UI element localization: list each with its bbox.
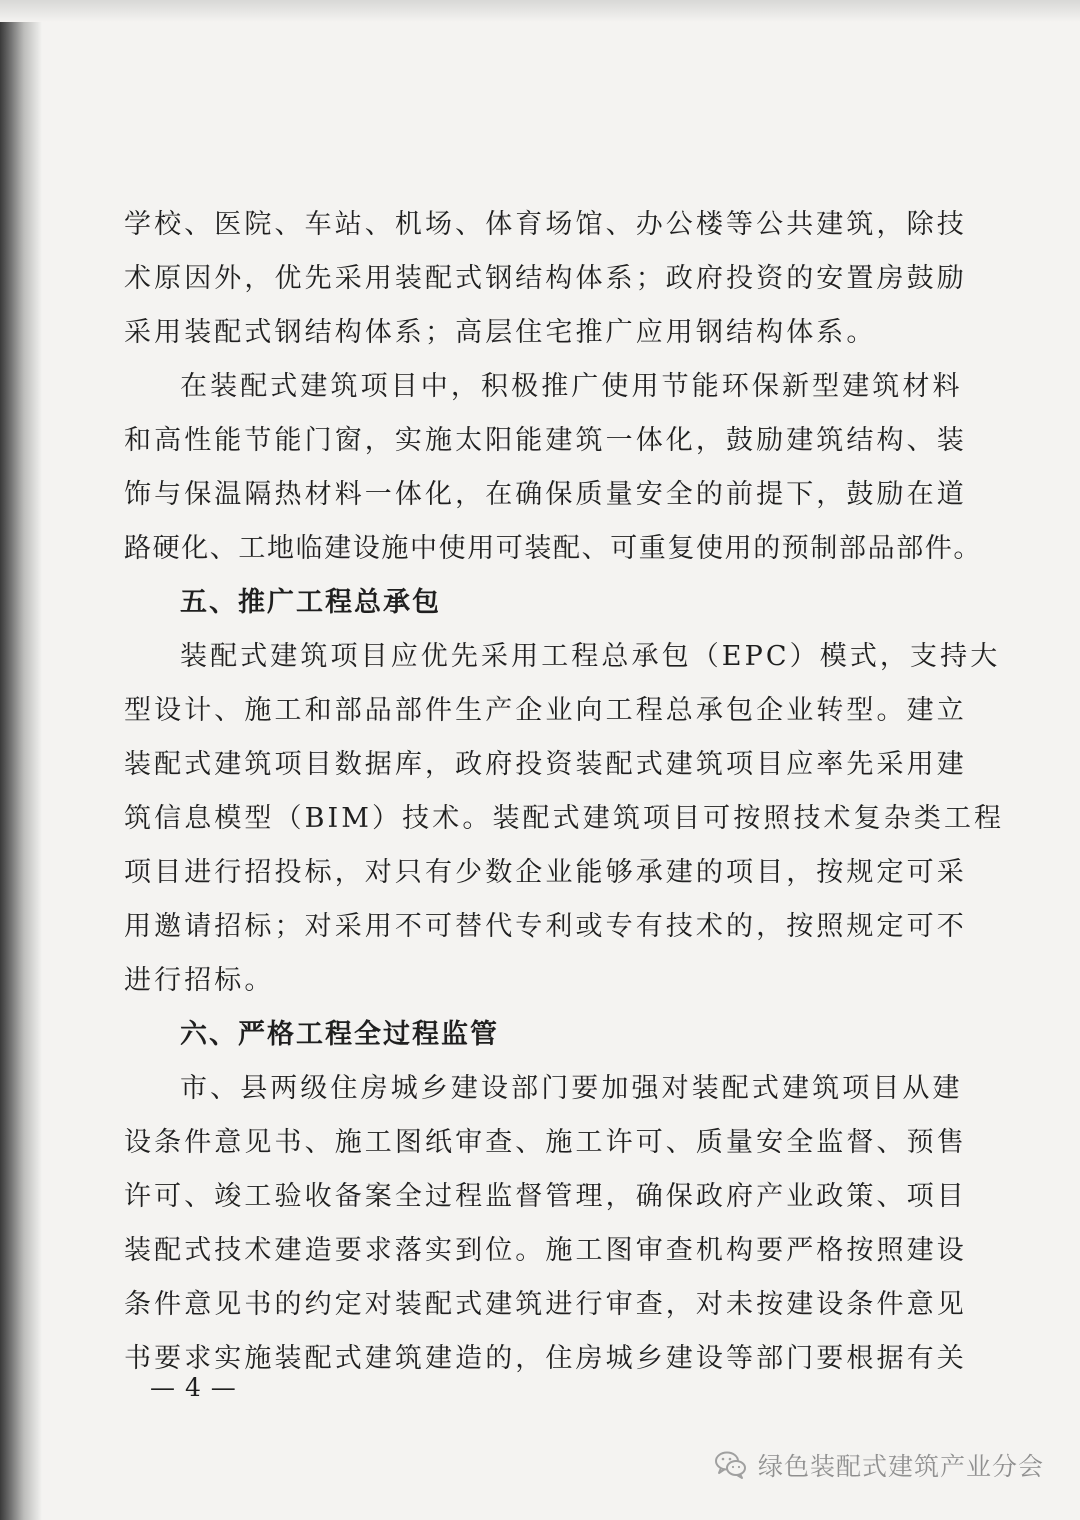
section-heading-6: 六、严格工程全过程监管 [180,1019,499,1050]
paragraph-line: 路硬化、工地临建设施中使用可装配、可重复使用的预制部品部件。 [124,533,982,564]
paragraph-line: 筑信息模型（BIM）技术。装配式建筑项目可按照技术复杂类工程 [124,803,1005,834]
paragraph-line: 进行招标。 [124,965,275,996]
page-number: — 4 — [150,1373,237,1402]
paragraph-line: 在装配式建筑项目中，积极推广使用节能环保新型建筑材料 [180,371,963,402]
paragraph-line: 饰与保温隔热材料一体化，在确保质量安全的前提下，鼓励在道 [124,479,967,510]
paragraph-line: 设条件意见书、施工图纸审查、施工许可、质量安全监督、预售 [124,1127,967,1158]
wechat-icon [714,1450,748,1480]
watermark-text: 绿色装配式建筑产业分会 [757,1452,1044,1481]
paragraph-line: 装配式技术建造要求落实到位。施工图审查机构要严格按照建设 [124,1235,967,1266]
paragraph-line: 许可、竣工验收备案全过程监督管理，确保政府产业政策、项目 [124,1181,967,1212]
paragraph-line: 型设计、施工和部品部件生产企业向工程总承包企业转型。建立 [124,695,967,726]
paragraph-line: 用邀请招标；对采用不可替代专利或专有技术的，按照规定可不 [124,911,967,942]
paragraph-line: 装配式建筑项目应优先采用工程总承包（EPC）模式，支持大 [180,641,1001,672]
page-top-shadow [0,0,1080,22]
paragraph-line: 学校、医院、车站、机场、体育场馆、办公楼等公共建筑，除技 [124,209,967,240]
paragraph-line: 条件意见书的约定对装配式建筑进行审查，对未按建设条件意见 [124,1289,967,1320]
paragraph-line: 采用装配式钢结构体系；高层住宅推广应用钢结构体系。 [124,317,877,348]
document-body [124,198,1005,1386]
page-edge-shadow [0,0,42,1520]
paragraph-line: 市、县两级住房城乡建设部门要加强对装配式建筑项目从建 [180,1073,963,1104]
paragraph-line: 项目进行招投标，对只有少数企业能够承建的项目，按规定可采 [124,857,967,888]
paragraph-line: 装配式建筑项目数据库，政府投资装配式建筑项目应率先采用建 [124,749,967,780]
paragraph-line: 书要求实施装配式建筑建造的，住房城乡建设等部门要根据有关 [124,1343,967,1374]
paragraph-line: 术原因外，优先采用装配式钢结构体系；政府投资的安置房鼓励 [124,263,967,294]
source-watermark [714,1440,1044,1490]
section-heading-5: 五、推广工程总承包 [180,587,441,618]
paragraph-line: 和高性能节能门窗，实施太阳能建筑一体化，鼓励建筑结构、装 [124,425,967,456]
